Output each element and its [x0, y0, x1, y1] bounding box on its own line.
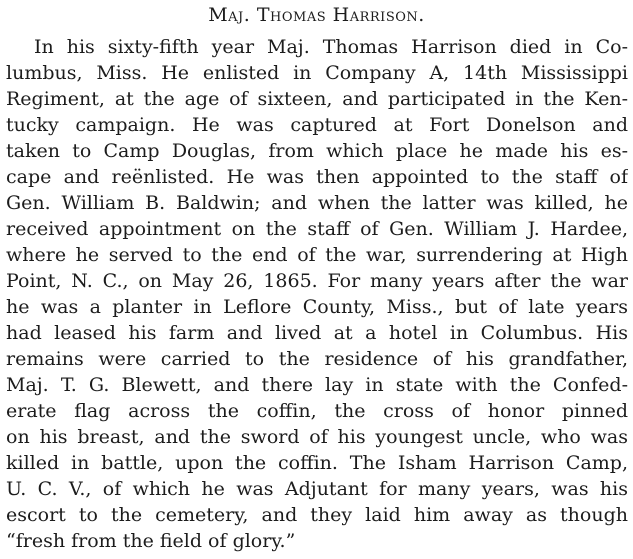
text-line: cape and reënlisted. He was then appointed to the staff of — [6, 166, 628, 188]
text-line: had leased his farm and lived at a hotel in Columbus. His — [6, 322, 628, 344]
text-line: killed in battle, upon the coffin. The Isham Harrison Camp, — [6, 452, 628, 474]
text-line: Maj. T. G. Blewett, and there lay in state with the Confed- — [6, 374, 628, 396]
text-line: remains were carried to the residence of his grandfather, — [6, 348, 628, 370]
text-line: where he served to the end of the war, surrendering at High — [6, 244, 628, 266]
article-heading: Maj. Thomas Harrison. — [208, 4, 425, 26]
text-line: tucky campaign. He was captured at Fort Donelson and — [6, 114, 628, 136]
text-line: “fresh from the field of glory.” — [6, 530, 296, 552]
text-line: Point, N. C., on May 26, 1865. For many years after the war — [6, 270, 628, 292]
text-line: he was a planter in Leflore County, Miss., but of late years — [6, 296, 628, 318]
text-line: taken to Camp Douglas, from which place he made his es- — [6, 140, 628, 162]
text-line: on his breast, and the sword of his youngest uncle, who was — [6, 426, 628, 448]
text-line: In his sixty-fifth year Maj. Thomas Harrison died in Co- — [34, 36, 628, 58]
text-line: lumbus, Miss. He enlisted in Company A, 14th Mississippi — [6, 62, 628, 84]
text-line: erate flag across the coffin, the cross of honor pinned — [6, 400, 628, 422]
text-line: U. C. V., of which he was Adjutant for many years, was his — [6, 478, 628, 500]
text-line: Regiment, at the age of sixteen, and participated in the Ken- — [6, 88, 628, 110]
article-body — [6, 34, 628, 554]
text-line: Gen. William B. Baldwin; and when the latter was killed, he — [6, 192, 628, 214]
text-line: received appointment on the staff of Gen. William J. Hardee, — [6, 218, 628, 240]
text-line: escort to the cemetery, and they laid him away as though — [6, 504, 628, 526]
